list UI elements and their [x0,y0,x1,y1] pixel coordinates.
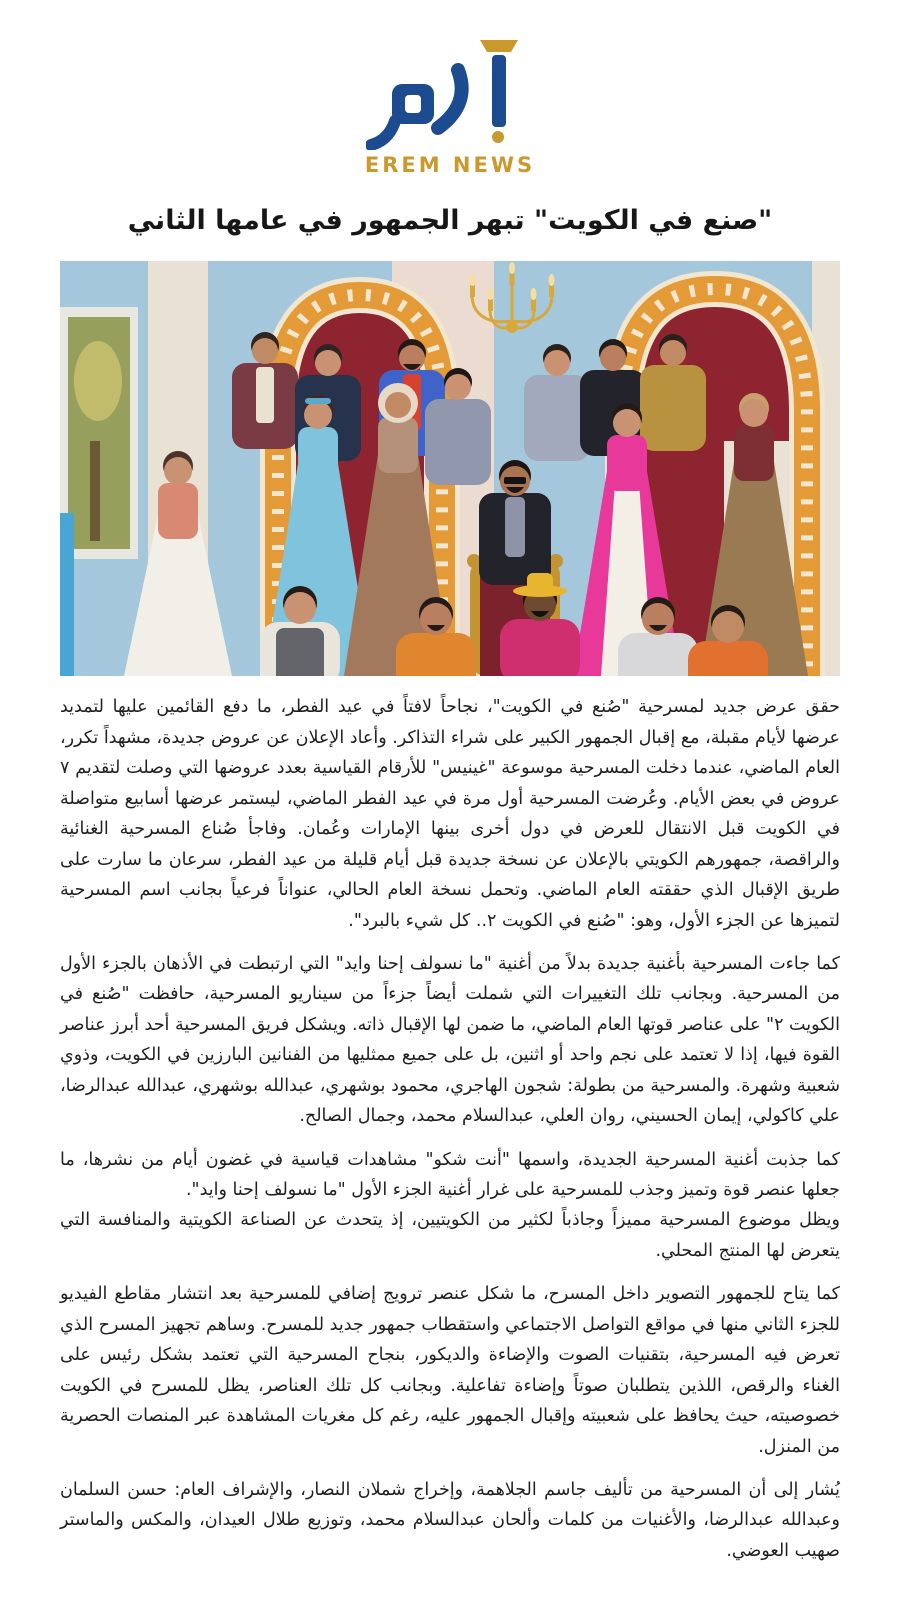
article-body [60,692,840,1566]
brand-wordmark: EREM NEWS [364,153,536,177]
article-photo [60,261,840,676]
article-paragraph: كما جذبت أغنية المسرحية الجديدة، واسمها "أنت شكو" مشاهدات قياسية في غضون أيام من نشرها، ما جعلها عنصر قوة وتميز وجذب للمسرحية على غرار أغنية الجزء الأول "ما نسولف إحنا وايد". [60,1149,840,1200]
article-page [60,0,840,1566]
article-paragraph: ويظل موضوع المسرحية مميزاً وجاذباً لكثير من الكويتيين، إذ يتحدث عن الصناعة الكويتية والمنافسة التي يتعرض لها المنتج المحلي. [60,1210,840,1261]
window-frame [60,513,74,676]
masthead [60,38,840,177]
article-paragraph: يُشار إلى أن المسرحية من تأليف جاسم الجلاهمة، وإخراج شملان النصار، والإشراف العام: حسن السلمان وعبدالله عبدالرضا، والأغنيات من كلمات وألحان عبدالسلام محمد، وتوزيع طلال العيدان، والمكس والماستر صهيب العوضي. [60,1479,840,1561]
page-title: "صنع في الكويت" تبهر الجمهور في عامها الثاني [127,205,773,236]
photo-scene-svg [60,261,840,676]
article-paragraph: حقق عرض جديد لمسرحية "صُنع في الكويت"، نجاحاً لافتاً في عيد الفطر، ما دفع القائمين عليها لتمديد عرضها لأيام مقبلة، مع إقبال الجمهور الكبير على شراء التذاكر. وأعاد الإعلان عن عروض جديدة، مشهداً تكرر، العام الماضي، عندما دخلت المسرحية موسوعة "غينيس" للأرقام القياسية بعدد عروضها التي وصلت لتقديم ٧ عروض في بعض الأيام. وعُرضت المسرحية أول مرة في عيد الفطر الماضي، ليستمر عرضها أسابيع متواصلة في الكويت قبل الانتقال للعرض في دول أخرى بينها الإمارات وعُمان. وفاجأ صُناع المسرحية الغنائية والراقصة، جمهورهم الكويتي بالإعلان عن نسخة جديدة قبل أيام قليلة من عيد الفطر، سرعان ما سارت على طريق الإقبال الذي حققته العام الماضي. وتحمل نسخة العام الحالي، عنواناً فرعياً بجانب اسم المسرحية لتميزها عن الجزء الأول، وهو: "صُنع في الكويت ٢.. كل شيء بالبرد". [60,697,840,931]
article-paragraph: كما يتاح للجمهور التصوير داخل المسرح، ما شكل عنصر ترويج إضافي للمسرحية بعد انتشار مقاطع الفيديو للجزء الثاني منها في مواقع التواصل الاجتماعي واستقطاب جمهور جديد للمسرح. وساهم تجهيز المسرح الذي تعرض فيه المسرحية، بتقنيات الصوت والإضاءة والديكور، بنجاح المسرحية التي تعتمد بشكل رئيس على الغناء والرقص، اللذين يتطلبان صوتاً وإضاءة تفاعلية. وبجانب كل تلك العناصر، يظل للمسرح في الكويت خصوصيته، حيث يحافظ على شعبيته وإقبال الجمهور عليه، رغم كل مغريات المشاهدة عبر المنصات الحصرية من المنزل. [60,1284,840,1457]
article-paragraph: كما جاءت المسرحية بأغنية جديدة بدلاً من أغنية "ما نسولف إحنا وايد" التي ارتبطت في الأذهان بالجزء الأول من المسرحية. وبجانب تلك التغييرات التي شملت أيضاً جزءاً من سيناريو المسرحية، حافظت "صُنع في الكويت ٢" على عناصر قوتها العام الماضي، ما ضمن لها الإقبال ذاته. ويشكل فريق المسرحية أحد أبرز عناصر القوة فيها، إذا لا تعتمد على نجم واحد أو اثنين، بل على جميع ممثليها من الفنانين البارزين في الكويت، وذوي شعبية وشهرة. والمسرحية من بطولة: شجون الهاجري، محمود بوشهري، عبدالله بوشهري، عبدالله عبدالرضا، علي كاكولي، إيمان الحسيني، روان العلي، عبدالسلام محمد، وجمال الصالح. [59,953,840,1127]
erem-logo-icon [366,38,534,150]
